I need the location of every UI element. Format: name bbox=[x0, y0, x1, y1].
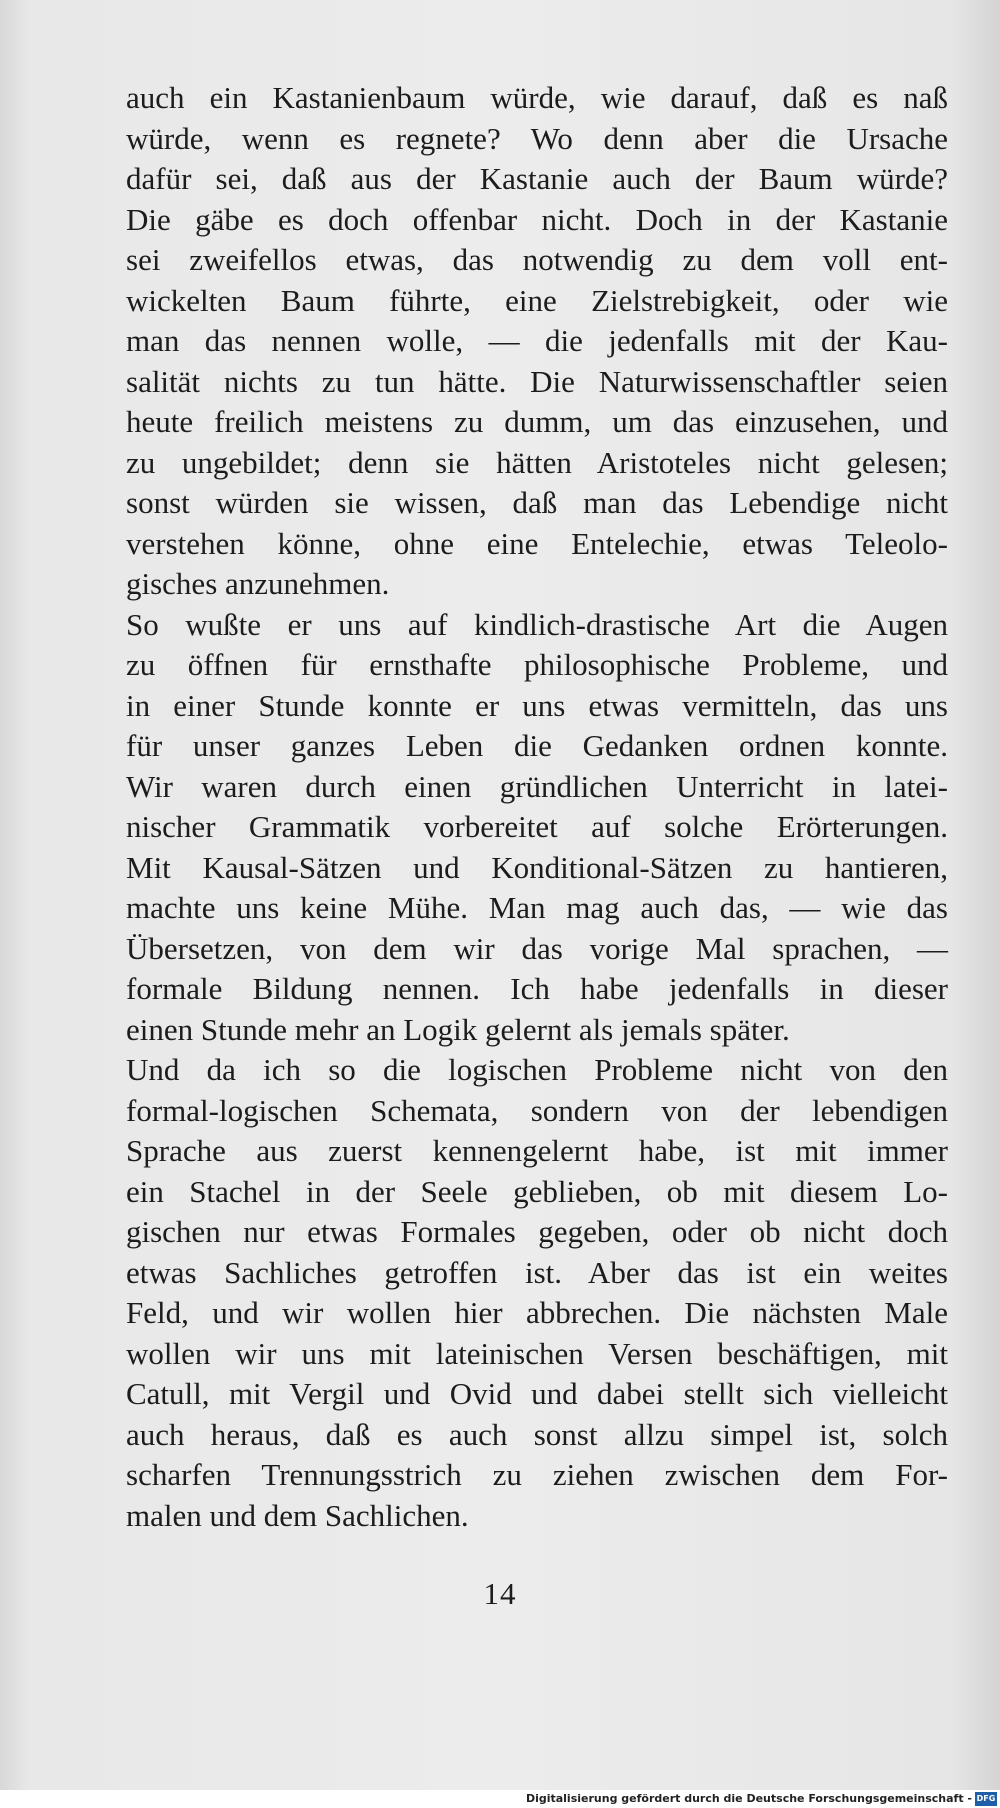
text-line: nischer Grammatik vorbereitet auf solche Erörterungen. bbox=[126, 809, 948, 844]
text-line: zu öffnen für ernsthafte philosophische Probleme, und bbox=[126, 647, 948, 682]
text-line: Wir waren durch einen gründlichen Unterricht in latei- bbox=[126, 768, 948, 804]
text-line: formal-logischen Schemata, sondern von der lebendigen bbox=[126, 1092, 948, 1128]
text-line: wollen wir uns mit lateinischen Versen beschäftigen, mit bbox=[126, 1335, 948, 1371]
text-line: salität nichts zu tun hätte. Die Naturwissenschaftler seien bbox=[126, 363, 948, 399]
text-line: Und da ich so die logischen Probleme nicht von den bbox=[126, 1052, 948, 1087]
text-line: gisches anzunehmen. bbox=[126, 566, 390, 601]
text-line: Sprache aus zuerst kennengelernt habe, ist mit immer bbox=[126, 1133, 948, 1168]
text-line: für unser ganzes Leben die Gedanken ordnen konnte. bbox=[126, 728, 948, 763]
text-line: in einer Stunde konnte er uns etwas vermitteln, das uns bbox=[126, 687, 948, 723]
text-line: würde, wenn es regnete? Wo denn aber die Ursache bbox=[126, 120, 948, 156]
text-line: machte uns keine Mühe. Man mag auch das, — wie das bbox=[126, 890, 948, 925]
text-line: Feld, und wir wollen hier abbrechen. Die nächsten Male bbox=[126, 1295, 948, 1330]
text-line: einen Stunde mehr an Logik gelernt als jemals später. bbox=[126, 1011, 790, 1047]
text-line: Die gäbe es doch offenbar nicht. Doch in der Kastanie bbox=[126, 201, 948, 237]
text-line: heute freilich meistens zu dumm, um das einzusehen, und bbox=[126, 404, 948, 439]
text-line: Catull, mit Vergil und Ovid und dabei stellt sich vielleicht bbox=[126, 1376, 948, 1411]
text-line: malen und dem Sachlichen. bbox=[126, 1497, 469, 1533]
text-line: dafür sei, daß aus der Kastanie auch der Baum würde? bbox=[126, 161, 948, 196]
text-line: auch heraus, daß es auch sonst allzu simpel ist, solch bbox=[126, 1416, 948, 1452]
page-number: 14 bbox=[483, 1576, 517, 1611]
text-line: Mit Kausal-Sätzen und Konditional-Sätzen zu hantieren, bbox=[126, 849, 948, 885]
text-line: man das nennen wolle, — die jedenfalls mit der Kau- bbox=[126, 323, 948, 358]
text-line: scharfen Trennungsstrich zu ziehen zwischen dem For- bbox=[126, 1457, 948, 1492]
text-line: sonst würden sie wissen, daß man das Lebendige nicht bbox=[126, 485, 948, 520]
funding-credit: Digitalisierung gefördert durch die Deutsche Forschungsgemeinschaft - bbox=[525, 1792, 972, 1805]
text-line: So wußte er uns auf kindlich-drastische Art die Augen bbox=[126, 606, 948, 642]
text-line: wickelten Baum führte, eine Zielstrebigkeit, oder wie bbox=[126, 282, 948, 318]
text-line: Übersetzen, von dem wir das vorige Mal sprachen, — bbox=[126, 930, 948, 966]
dfg-logo-icon: DFG bbox=[975, 1792, 997, 1806]
text-line: etwas Sachliches getroffen ist. Aber das ist ein weites bbox=[126, 1254, 948, 1290]
text-line: formale Bildung nennen. Ich habe jedenfalls in dieser bbox=[126, 971, 948, 1006]
text-line: verstehen könne, ohne eine Entelechie, etwas Teleolo- bbox=[126, 525, 948, 561]
text-line: zu ungebildet; denn sie hätten Aristoteles nicht gelesen; bbox=[126, 444, 948, 480]
body-text bbox=[126, 78, 948, 1536]
text-line: auch ein Kastanienbaum würde, wie darauf, daß es naß bbox=[126, 80, 948, 115]
text-line: gischen nur etwas Formales gegeben, oder ob nicht doch bbox=[126, 1214, 948, 1249]
text-line: ein Stachel in der Seele geblieben, ob mit diesem Lo- bbox=[126, 1173, 948, 1209]
text-line: sei zweifellos etwas, das notwendig zu dem voll ent- bbox=[126, 242, 948, 277]
